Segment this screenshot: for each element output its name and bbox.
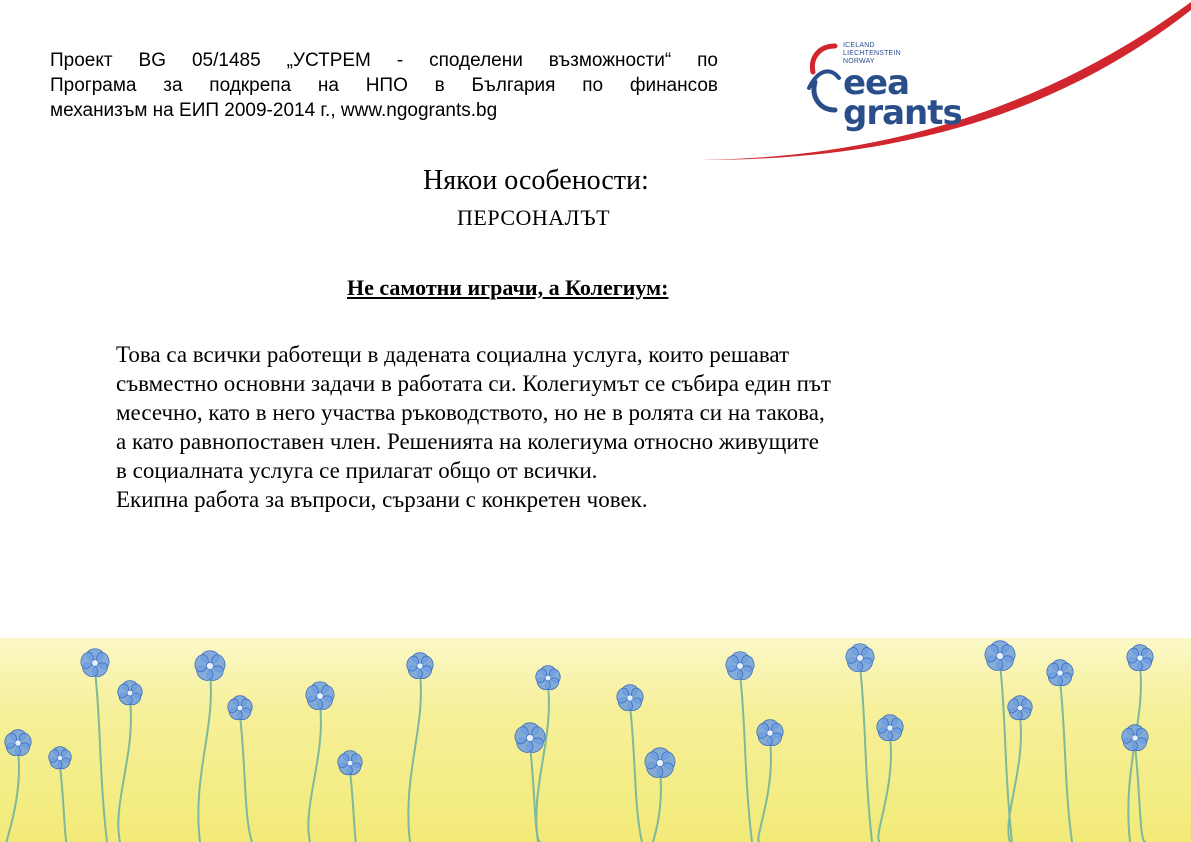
logo-country: ICELAND	[843, 42, 875, 49]
eea-logo-mark-icon	[805, 38, 845, 128]
body-line: Екипна работа за въпроси, сързани с конкретен човек.	[116, 487, 648, 512]
body-line: месечно, като в него участва ръководството, но не в ролята си на такова,	[116, 400, 825, 425]
project-line: механизъм на ЕИП 2009-2014 г., www.ngogrants.bg	[50, 100, 498, 121]
logo-word-grants: grants	[843, 93, 962, 133]
body-line: Това са всички работещи в дадената социална услуга, които решават	[116, 342, 790, 367]
band-background	[0, 638, 1191, 842]
body-paragraph	[116, 340, 1016, 514]
project-header	[50, 48, 718, 123]
body-line: а като равнопоставен член. Решенията на колегиума относно живущите	[116, 429, 819, 454]
body-line: в социалната услуга се прилагат общо от всички.	[116, 458, 598, 483]
logo-country: NORWAY	[843, 58, 875, 65]
flower-illustration-band	[0, 638, 1191, 842]
page-title: Някои особености:	[423, 165, 649, 196]
project-line: Програма за подкрепа на НПО в България по финансов	[50, 75, 718, 96]
logo-word-eea: eea	[843, 63, 910, 103]
page-subtitle: ПЕРСОНАЛЪТ	[457, 205, 611, 230]
section-heading: Не самотни играчи, а Колегиум:	[347, 275, 669, 300]
logo-country: LIECHTENSTEIN	[843, 50, 901, 57]
project-line: Проект BG 05/1485 „УСТРЕМ - споделени възможности“ по	[50, 50, 718, 71]
eea-grants-logo	[805, 38, 965, 138]
body-line: съвместно основни задачи в работата си. Колегиумът се събира един път	[116, 371, 831, 396]
